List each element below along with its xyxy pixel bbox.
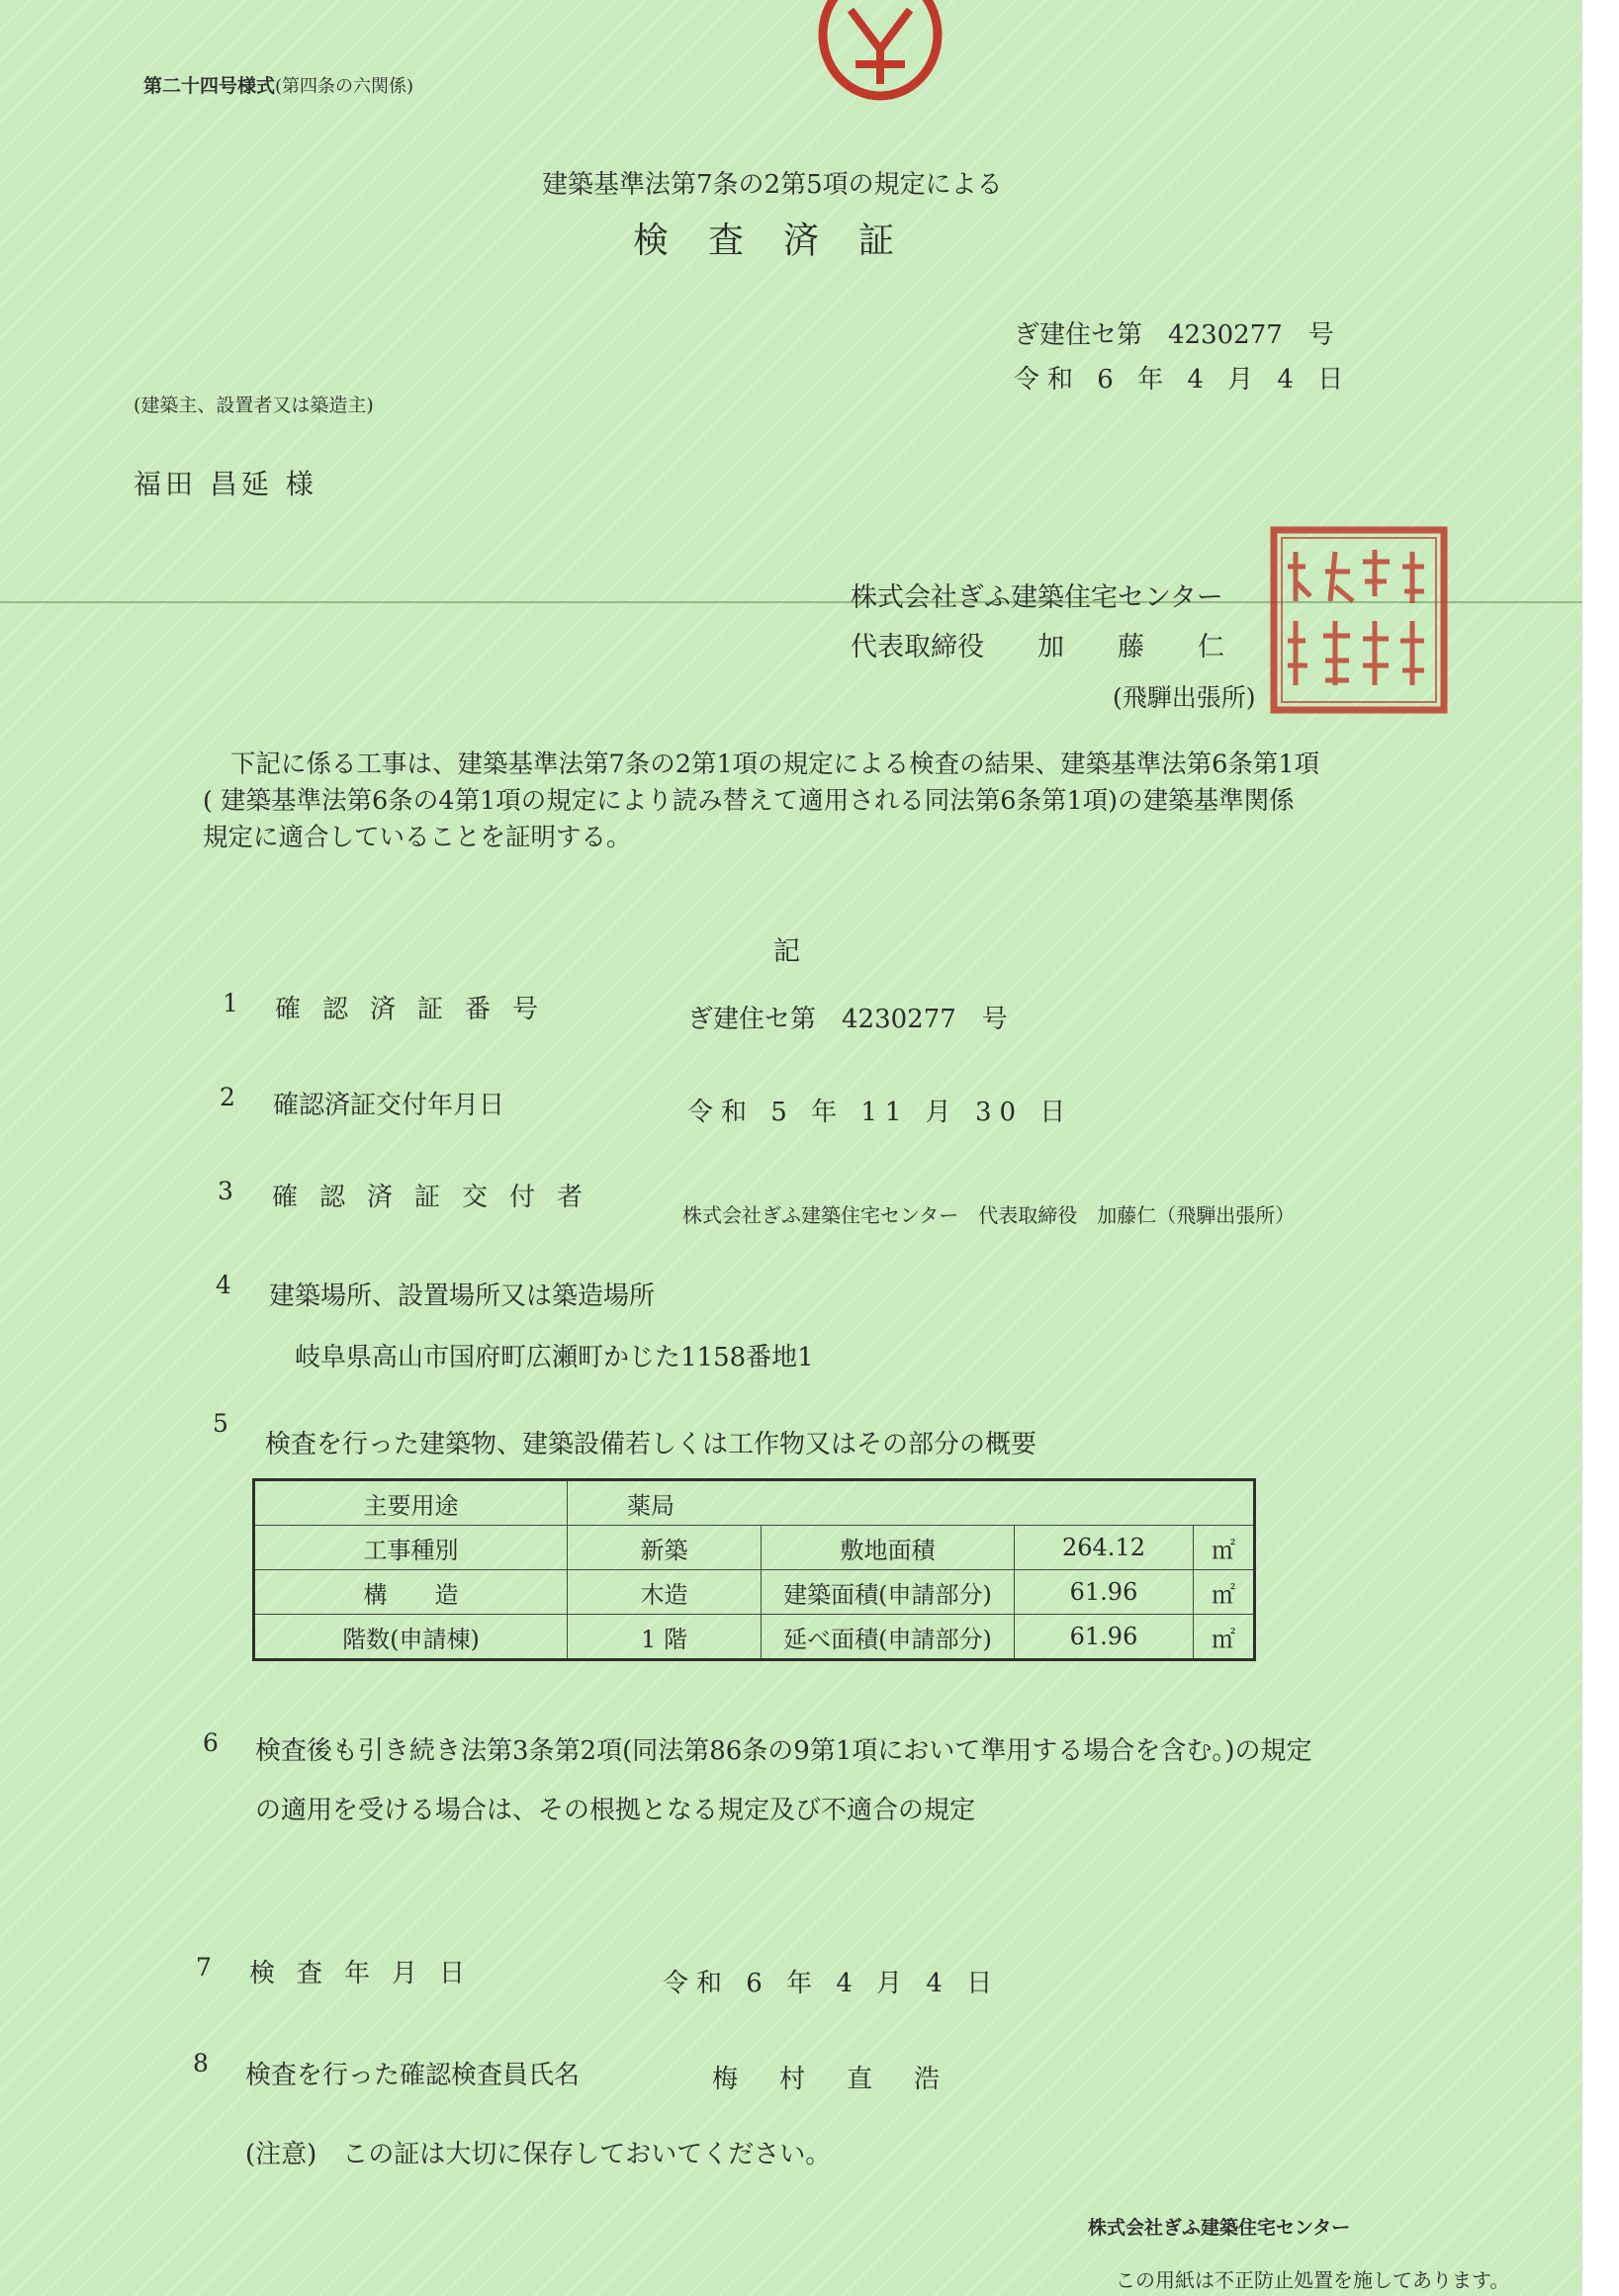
table-cell-value: 264.12 xyxy=(1015,1526,1194,1570)
table-row xyxy=(254,1480,1255,1526)
certificate-number: ぎ建住セ第 4230277 号 xyxy=(1014,320,1334,350)
table-cell-value: 新築 xyxy=(568,1526,762,1570)
official-seal-stamp xyxy=(1266,522,1454,720)
building-summary-table xyxy=(252,1478,1256,1661)
item-label-confirmation-issuer: 確認済証交付者 xyxy=(272,1183,605,1212)
item-label-nonconformity-cont: の適用を受ける場合は、その根拠となる規定及び不適合の規定 xyxy=(255,1796,976,1825)
issuer-representative: 代表取締役 加 藤 仁 xyxy=(851,632,1224,662)
table-cell-label: 建築面積(申請部分) xyxy=(762,1570,1015,1615)
item-number: 3 xyxy=(218,1177,233,1205)
table-cell-unit: ㎡ xyxy=(1194,1615,1255,1660)
ki-heading: 記 xyxy=(773,936,800,967)
table-row xyxy=(254,1570,1255,1615)
statement-line-2: ( 建築基準法第6条の4第1項の規定により読み替えて適用される同法第6条第1項)の建築基準関係 xyxy=(203,786,1295,816)
item-label-inspection-date: 検査年月日 xyxy=(249,1959,488,1988)
table-cell-value: 1 階 xyxy=(568,1615,762,1660)
item-label-building-site: 建築場所、設置場所又は築造場所 xyxy=(269,1281,656,1311)
item-number: 4 xyxy=(216,1271,231,1299)
form-number: 第二十四号様式(第四条の六関係) xyxy=(143,75,414,97)
item-value-inspection-date: 令和 6 年 4 月 4 日 xyxy=(663,1969,1001,1998)
statement-line-3: 規定に適合していることを証明する。 xyxy=(203,823,632,852)
certificate-date: 令和 6 年 4 月 4 日 xyxy=(1014,365,1352,395)
issuer-company: 株式会社ぎふ建築住宅センター xyxy=(851,582,1223,613)
table-cell-value: 61.96 xyxy=(1015,1570,1194,1615)
item-number: 2 xyxy=(220,1083,235,1111)
item-label-nonconformity: 検査後も引き続き法第3条第2項(同法第86条の9第1項において準用する場合を含む。)の規定 xyxy=(255,1736,1312,1766)
item-value-building-site: 岐阜県高山市国府町広瀬町かじた1158番地1 xyxy=(295,1343,814,1372)
item-number: 8 xyxy=(193,2049,209,2077)
table-cell-unit: ㎡ xyxy=(1194,1570,1255,1615)
table-cell-label: 主要用途 xyxy=(254,1480,568,1526)
table-cell-value: 薬局 xyxy=(568,1480,1255,1526)
item-value-confirmation-date: 令和 5 年 11 月 30 日 xyxy=(687,1098,1074,1127)
table-row xyxy=(254,1615,1255,1660)
table-cell-value: 61.96 xyxy=(1015,1615,1194,1660)
table-cell-value: 木造 xyxy=(568,1570,762,1615)
item-label-confirmation-number: 確認済証番号 xyxy=(275,995,561,1024)
item-number: 1 xyxy=(223,989,238,1017)
item-label-building-summary: 検査を行った建築物、建築設備若しくは工作物又はその部分の概要 xyxy=(265,1430,1037,1459)
item-label-inspector-name: 検査を行った確認検査員氏名 xyxy=(245,2061,581,2090)
item-value-confirmation-number: ぎ建住セ第 4230277 号 xyxy=(687,1005,1008,1034)
footer-note: この用紙は不正防止処置を施してあります。 xyxy=(1116,2268,1510,2292)
top-seal-stamp xyxy=(811,0,949,119)
table-cell-label: 工事種別 xyxy=(254,1526,568,1570)
table-cell-label: 敷地面積 xyxy=(762,1526,1015,1570)
table-cell-label: 延べ面積(申請部分) xyxy=(762,1615,1015,1660)
table-cell-label: 構 造 xyxy=(254,1570,568,1615)
footer-company: 株式会社ぎふ建築住宅センター xyxy=(1088,2217,1351,2239)
item-number: 7 xyxy=(196,1953,212,1982)
caution-note: (注意) この証は大切に保存しておいてください。 xyxy=(245,2140,832,2169)
item-label-confirmation-date: 確認済証交付年月日 xyxy=(273,1091,505,1120)
document-subtitle: 建築基準法第7条の2第5項の規定による xyxy=(542,170,1003,200)
item-number: 5 xyxy=(213,1409,228,1438)
table-row xyxy=(254,1526,1255,1570)
recipient-name: 福田 昌延 様 xyxy=(134,468,317,500)
item-number: 6 xyxy=(203,1728,219,1757)
item-value-inspector-name: 梅 村 直 浩 xyxy=(712,2065,948,2094)
certification-statement xyxy=(203,747,1429,856)
table-cell-label: 階数(申請棟) xyxy=(254,1615,568,1660)
statement-line-1: 下記に係る工事は、建築基準法第7条の2第1項の規定による検査の結果、建築基準法第6条第1項 xyxy=(230,750,1320,779)
table-cell-unit: ㎡ xyxy=(1194,1526,1255,1570)
issuer-branch: (飛騨出張所) xyxy=(1113,683,1256,712)
document-title: 検査済証 xyxy=(633,221,935,261)
item-value-confirmation-issuer: 株式会社ぎふ建築住宅センター 代表取締役 加藤仁（飛騨出張所） xyxy=(682,1203,1296,1227)
recipient-label: (建築主、設置者又は築造主) xyxy=(134,395,374,416)
